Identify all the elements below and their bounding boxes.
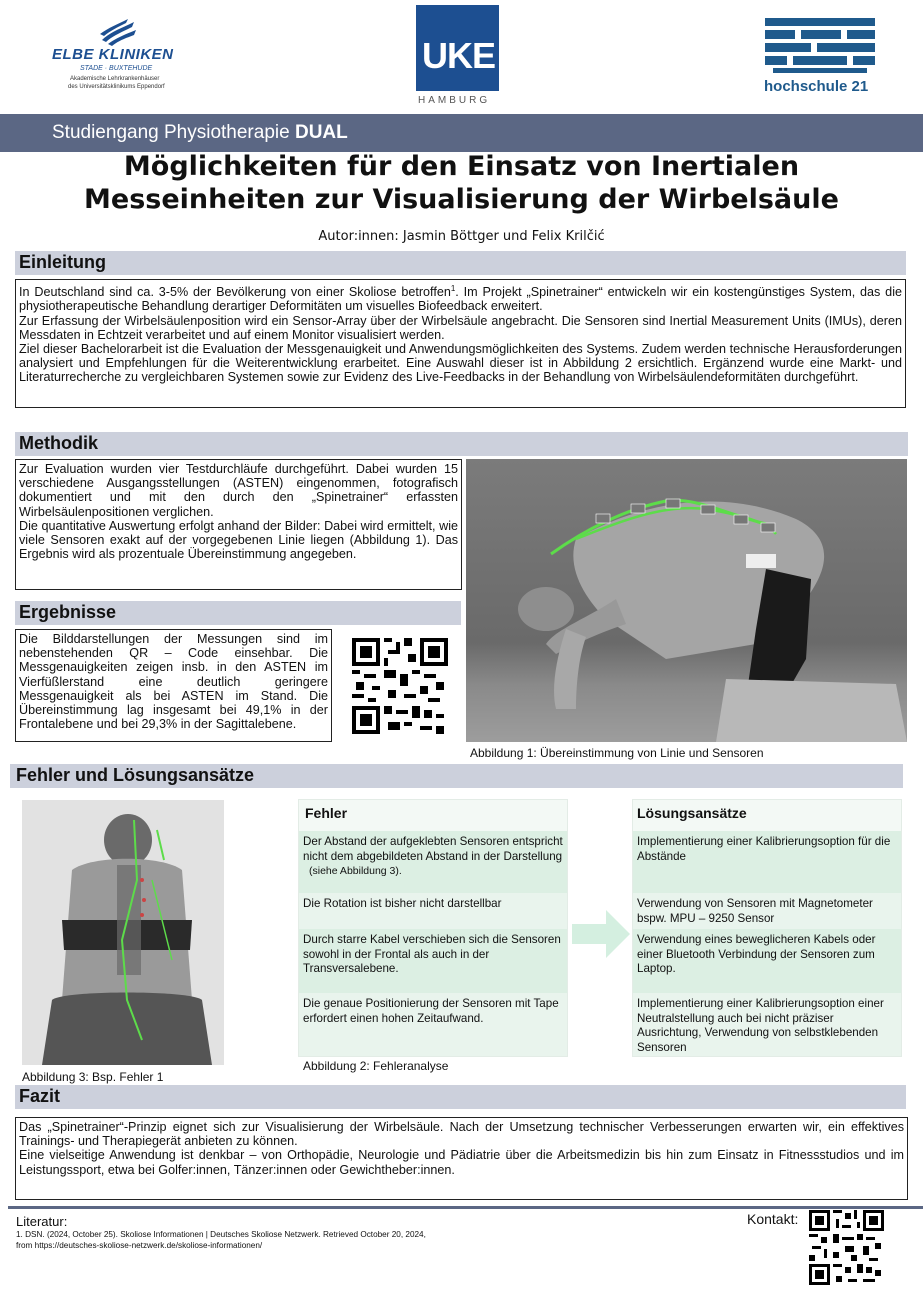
program-bold: DUAL — [294, 122, 348, 143]
methodik-p2: Die quantitative Auswertung erfolgt anhand der Bilder: Dabei wird ermittelt, wie viele Sensoren exakt auf der vorgegebenen Linie liegen (Abbildung 1). Das Ergebnis wird als prozentuale Übereinstimmung angegeben. — [19, 518, 458, 562]
elbe-kliniken-emblem-icon — [98, 18, 138, 46]
arrow-right-icon — [572, 910, 630, 958]
methodik-p1: Zur Evaluation wurden vier Testdurchläufe durchgeführt. Dabei wurden 15 verschiedene Ausgangsstellungen (ASTEN) eingenommen, fotografisch dokumentiert und mit den durch den „Spinetrainer“ erfassten Wirbelsäulenpositionen verglichen. — [19, 462, 458, 519]
figure1-photo — [466, 459, 907, 742]
loesung-table — [632, 799, 902, 1057]
fehler-table — [298, 799, 568, 1057]
qr-pattern-icon — [352, 638, 448, 734]
kontakt-label: Kontakt: — [747, 1211, 799, 1227]
ergebnisse-text: Die Bilddarstellungen der Messungen sind im nebenstehenden QR – Code einsehbar. Die Messgenauigkeiten zeigen insb. in den ASTEN im Vierfüßlerstand eine deutlich geringere Messgenauigkeit als bei ASTEN im Stand. Die Übereinstimmung lag insgesamt bei 49,1% in der Frontalebene und bei 29,3% in der Sagittalebene. — [19, 632, 328, 732]
methodik-heading: Methodik — [19, 433, 98, 453]
loesung-row-2: Verwendung von Sensoren mit Magnetometer bspw. MPU – 9250 Sensor — [633, 893, 901, 929]
ergebnisse-header — [15, 601, 461, 625]
program-banner — [0, 114, 923, 152]
figure1-caption: Abbildung 1: Übereinstimmung von Linie und Sensoren — [470, 746, 764, 760]
einleitung-p2: Zur Erfassung der Wirbelsäulenposition wird ein Sensor-Array über der Wirbelsäule angebracht. Die Sensoren sind Inertial Measurement Units (IMUs), deren Messdaten in Echtzeit verarbeitet und auf einem Monitor visualisiert werden. — [19, 313, 902, 342]
poster-title — [0, 150, 923, 216]
loesung-row-3: Verwendung eines beweglicheren Kabels oder einer Bluetooth Verbindung der Sensoren zum Laptop. — [633, 929, 901, 993]
footer-divider — [8, 1206, 923, 1209]
logo-uke — [416, 5, 500, 107]
elbe-kliniken-note1: Akademische Lehrkrankenhäuser — [70, 76, 160, 82]
fazit-heading: Fazit — [19, 1086, 61, 1106]
fehler-column-header: Fehler — [305, 805, 348, 821]
methodik-box — [15, 459, 462, 590]
figure1-drawing — [466, 459, 907, 742]
program-prefix: Studiengang Physiotherapie — [52, 122, 295, 143]
logo-hochschule21 — [762, 18, 882, 100]
loesung-row-4: Implementierung einer Kalibrierungsoption einer Neutralstellung auch bei nicht präziser Ausrichtung, Verwendung von selbstklebenden Sensoren — [633, 993, 901, 1056]
qr-pattern-icon — [809, 1210, 884, 1285]
einleitung-heading: Einleitung — [19, 252, 106, 272]
einleitung-header — [15, 251, 906, 275]
program-title — [52, 122, 348, 144]
methodik-header — [15, 432, 908, 456]
fazit-p2: Eine vielseitige Anwendung ist denkbar – von Orthopädie, Neurologie und Pädiatrie über die Arbeitsmedizin bis hin zum Einsatz in Fitnessstudios und im Leistungssport, etwa bei Golfer:innen, Tänzer:innen oder Gewichtheber:innen. — [19, 1148, 904, 1177]
loesung-row-1: Implementierung einer Kalibrierungsoption für die Abstände — [633, 831, 901, 893]
literatur-label: Literatur: — [16, 1214, 68, 1229]
einleitung-p1: In Deutschland sind ca. 3-5% der Bevölkerung von einer Skoliose betroffen$^1$. Im Projekt „Spinetrainer“ entwickeln wir ein kostengünstiges System, das die physiotherapeutische Behandlung derartiger Deformitäten um visuelles Biofeedback erweitert. — [19, 284, 902, 314]
figure3-drawing — [22, 800, 224, 1065]
literatur-ref-1-url: from https://deutsches-skoliose-netzwerk.de/skoliose-informationen/ — [16, 1241, 263, 1250]
fehler-row-2: Die Rotation ist bisher nicht darstellbar — [299, 893, 567, 929]
ergebnisse-qr-code[interactable] — [352, 638, 448, 734]
uke-hamburg: HAMBURG — [418, 95, 491, 106]
uke-logo-text: UKE — [422, 35, 496, 76]
fazit-box — [15, 1117, 908, 1200]
figure2-caption: Abbildung 2: Fehleranalyse — [303, 1059, 449, 1073]
figure3-caption: Abbildung 3: Bsp. Fehler 1 — [22, 1070, 164, 1084]
fazit-p1: Das „Spinetrainer“-Prinzip eignet sich zur Visualisierung der Wirbelsäule. Nach der Umsetzung technischer Verbesserungen erwarten wir, ein effektives Trainings- und Therapiegerät anbieten zu können. — [19, 1120, 904, 1149]
figure3-photo — [22, 800, 224, 1065]
loesung-column-header: Lösungsansätze — [637, 805, 747, 821]
hochschule21-name: hochschule 21 — [764, 78, 869, 95]
literatur-ref-1: 1. DSN. (2024, October 25). Skoliose Informationen | Deutsches Skoliose Netzwerk. Retrieved October 20, 2024, — [16, 1230, 426, 1239]
einleitung-box — [15, 279, 906, 408]
logo-elbe-kliniken — [50, 18, 185, 98]
elbe-kliniken-sub: STADE · BUXTEHUDE — [80, 65, 153, 72]
poster-title-line2: Messeinheiten zur Visualisierung der Wirbelsäule — [84, 184, 839, 215]
authors: Autor:innen: Jasmin Böttger und Felix Krilčić — [318, 229, 605, 244]
fehler-header — [10, 764, 903, 788]
poster-title-line1: Möglichkeiten für den Einsatz von Inertialen — [123, 151, 800, 182]
elbe-kliniken-note2: des Universitätsklinikums Eppendorf — [68, 84, 165, 90]
elbe-kliniken-name: ELBE KLINIKEN — [52, 46, 174, 63]
fazit-header — [15, 1085, 906, 1109]
fehler-row-4: Die genaue Positionierung der Sensoren mit Tape erfordert einen hohen Zeitaufwand. — [299, 993, 567, 1056]
kontakt-qr-code[interactable] — [809, 1210, 884, 1285]
fehler-row-3: Durch starre Kabel verschieben sich die Sensoren sowohl in der Frontal als auch in der Transversalebene. — [299, 929, 567, 993]
fehler-heading: Fehler und Lösungsansätze — [16, 765, 255, 785]
hochschule21-emblem-icon — [765, 18, 875, 73]
ergebnisse-heading: Ergebnisse — [19, 602, 117, 622]
fehler-row-1: Der Abstand der aufgeklebten Sensoren entspricht nicht dem abgebildeten Abstand in der Darstellung (siehe Abbildung 3). — [299, 831, 567, 893]
ergebnisse-box — [15, 629, 332, 742]
einleitung-p3: Ziel dieser Bachelorarbeit ist die Evaluation der Messgenauigkeit und Anwendungsmöglichkeiten des Systems. Zudem werden technische Herausforderungen analysiert und Empfehlungen für die Weiterentwicklung erarbeitet. Eine Auswahl dieser ist in Abbildung 2 ersichtlich. Ergänzend wurde eine Markt- und Literaturrecherche zu vergleichbaren Systemen sowie zur Evidenz des Live-Feedbacks in der Behandlung von Wirbelsäulendeformitäten durchgeführt. — [19, 342, 902, 385]
